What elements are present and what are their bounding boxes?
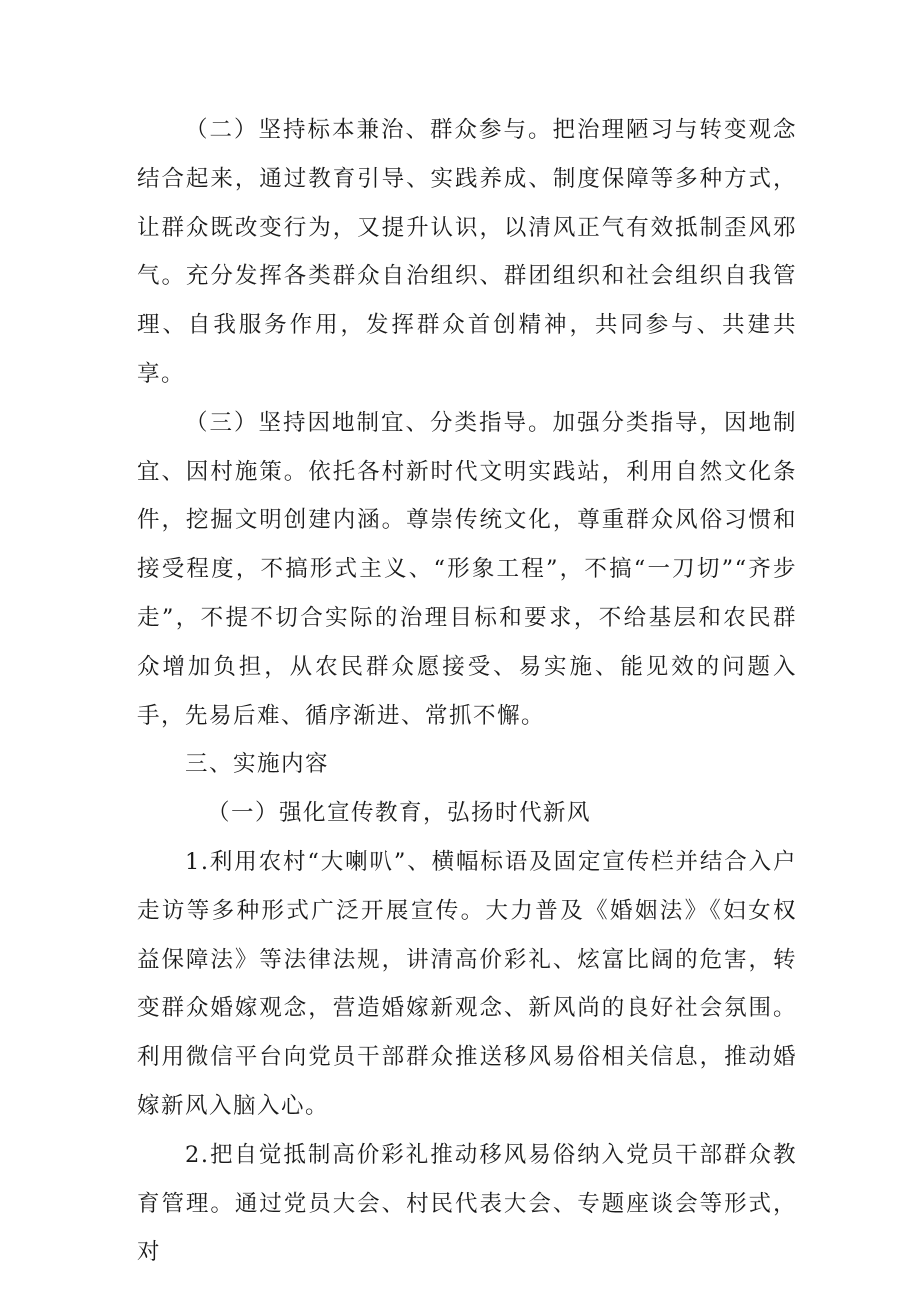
- paragraph-item-two: 2.把自觉抵制高价彩礼推动移风易俗纳入党员干部群众教育管理。通过党员大会、村民代表大会、专题座谈会等形式，对: [137, 1141, 797, 1266]
- paragraph-principle-two: （二）坚持标本兼治、群众参与。把治理陋习与转变观念结合起来，通过教育引导、实践养成、制度保障等多种方式，让群众既改变行为，又提升认识，以清风正气有效抵制歪风邪气。充分发挥各类群众自治组织、群团组织和社会组织自我管理、自我服务作用，发挥群众首创精神，共同参与、共建共享。: [137, 117, 797, 387]
- paragraph-item-one: 1.利用农村“大喇叭”、横幅标语及固定宣传栏并结合入户走访等多种形式广泛开展宣传。大力普及《婚姻法》《妇女权益保障法》等法律法规，讲清高价彩礼、炫富比阔的危害，转变群众婚嫁观念，营造婚嫁新观念、新风尚的良好社会氛围。利用微信平台向党员干部群众推送移风易俗相关信息，推动婚嫁新风入脑入心。: [137, 848, 797, 1119]
- subsection-heading-publicity: （一）强化宣传教育，弘扬时代新风: [207, 800, 592, 827]
- paragraph-principle-three: （三）坚持因地制宜、分类指导。加强分类指导，因地制宜、因村施策。依托各村新时代文明实践站，利用自然文化条件，挖掘文明创建内涵。尊崇传统文化，尊重群众风俗习惯和接受程度，不搞形式主义、“形象工程”，不搞“一刀切”“齐步走”，不提不切合实际的治理目标和要求，不给基层和农民群众增加负担，从农民群众愿接受、易实施、能见效的问题入手，先易后难、循序渐进、常抓不懈。: [137, 409, 797, 729]
- section-heading-implementation: 三、实施内容: [185, 751, 330, 778]
- document-body: [137, 106, 797, 1277]
